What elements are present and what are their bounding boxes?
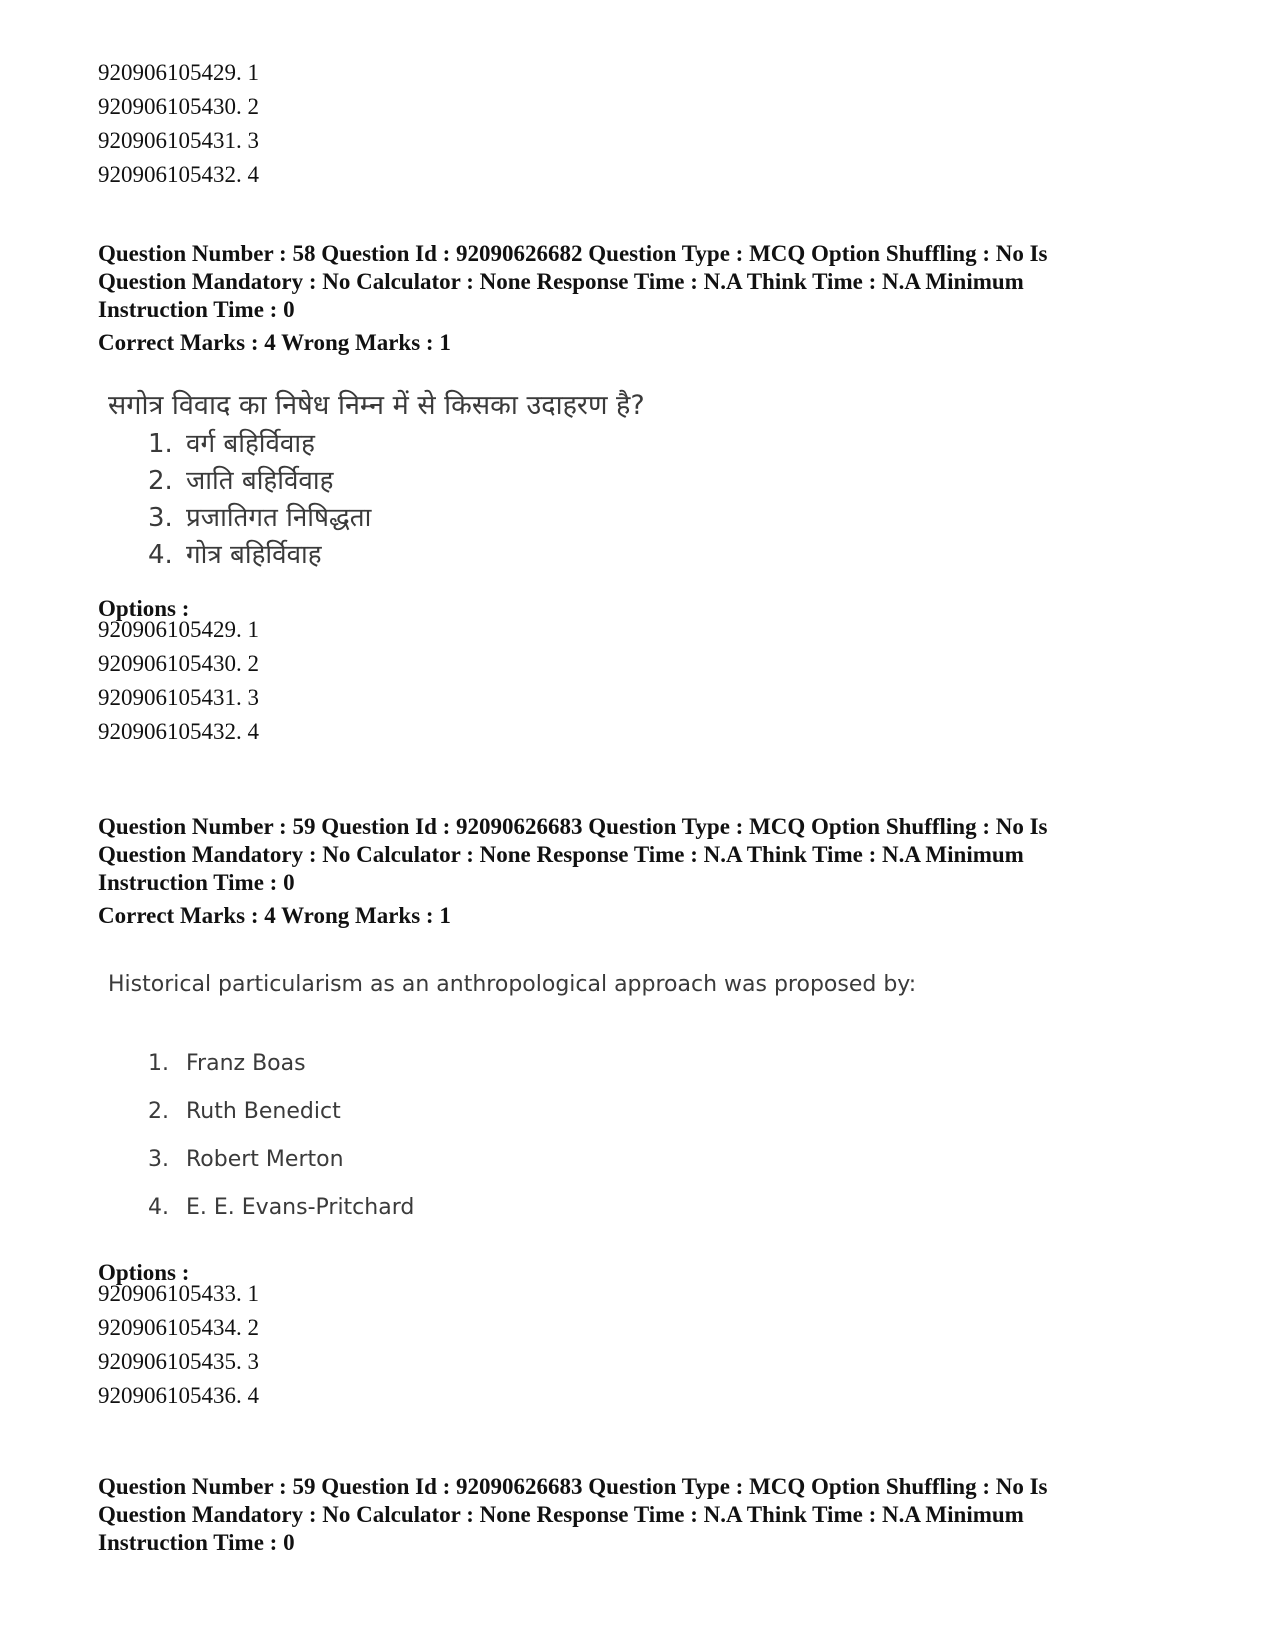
q59-choices: [148, 1040, 916, 1232]
option-line: 920906105430. 2: [98, 651, 259, 676]
q59-choice: [148, 1136, 916, 1184]
choice-text: प्रजातिगत निषिद्धता: [186, 503, 372, 533]
option-line: 920906105431. 3: [98, 685, 259, 710]
option-line: 920906105429. 1: [98, 60, 259, 85]
q58-choice: [148, 463, 645, 500]
choice-number: 3.: [148, 503, 173, 533]
q59-question-stem: Historical particularism as an anthropological approach was proposed by:: [108, 972, 917, 997]
meta-line: Question Number : 59 Question Id : 92090626683 Question Type : MCQ Option Shuffling : No Is: [98, 1474, 1048, 1499]
q58-choice: [148, 537, 645, 574]
choice-number: 2.: [148, 466, 173, 496]
option-line: 920906105433. 1: [98, 1281, 259, 1306]
q59-options-label: Options :: [98, 1260, 190, 1285]
q58-choice: [148, 426, 645, 463]
meta-line: Question Mandatory : No Calculator : None Response Time : N.A Think Time : N.A Minimum: [98, 1502, 1024, 1527]
meta-line: Question Number : 59 Question Id : 92090626683 Question Type : MCQ Option Shuffling : No Is: [98, 814, 1048, 839]
choice-number: 1.: [148, 429, 173, 459]
meta-line: Question Mandatory : No Calculator : None Response Time : N.A Think Time : N.A Minimum: [98, 842, 1024, 867]
choice-text: Franz Boas: [186, 1051, 306, 1076]
top-options-list: [98, 56, 259, 192]
q59-choice: [148, 1184, 916, 1232]
q59-options-list: [98, 1277, 259, 1413]
meta-line: Instruction Time : 0: [98, 870, 295, 895]
option-line: 920906105430. 2: [98, 94, 259, 119]
q58-choices: [148, 426, 645, 574]
option-line: 920906105434. 2: [98, 1315, 259, 1340]
q59-marks: Correct Marks : 4 Wrong Marks : 1: [98, 903, 451, 928]
q59-choice: [148, 1088, 916, 1136]
meta-line: Question Number : 58 Question Id : 92090626682 Question Type : MCQ Option Shuffling : No Is: [98, 241, 1048, 266]
option-line: 920906105429. 1: [98, 617, 259, 642]
choice-text: जाति बहिर्विवाह: [186, 466, 334, 496]
q58-options-list: [98, 613, 259, 749]
q58-meta: [98, 240, 1178, 324]
choice-number: 4.: [148, 1195, 169, 1220]
q59-meta: [98, 813, 1178, 897]
meta-line: Instruction Time : 0: [98, 297, 295, 322]
q58-options-label: Options :: [98, 596, 190, 621]
option-line: 920906105432. 4: [98, 719, 259, 744]
choice-text: Robert Merton: [186, 1147, 344, 1172]
choice-text: Ruth Benedict: [186, 1099, 341, 1124]
choice-text: वर्ग बहिर्विवाह: [186, 429, 315, 459]
q58-question-stem: सगोत्र विवाद का निषेध निम्न में से किसका उदाहरण है?: [108, 390, 645, 421]
q58-question-image: [108, 386, 645, 574]
choice-number: 2.: [148, 1099, 169, 1124]
q58-choice: [148, 500, 645, 537]
q59-choice: [148, 1040, 916, 1088]
choice-text: गोत्र बहिर्विवाह: [186, 540, 322, 570]
option-line: 920906105436. 4: [98, 1383, 259, 1408]
choice-number: 4.: [148, 540, 173, 570]
meta-line: Instruction Time : 0: [98, 1530, 295, 1555]
q58-marks: Correct Marks : 4 Wrong Marks : 1: [98, 330, 451, 355]
choice-text: E. E. Evans-Pritchard: [186, 1195, 415, 1220]
option-line: 920906105432. 4: [98, 162, 259, 187]
meta-line: Question Mandatory : No Calculator : None Response Time : N.A Think Time : N.A Minimum: [98, 269, 1024, 294]
option-line: 920906105435. 3: [98, 1349, 259, 1374]
choice-number: 3.: [148, 1147, 169, 1172]
q59-question-image: [108, 970, 916, 1232]
choice-number: 1.: [148, 1051, 169, 1076]
option-line: 920906105431. 3: [98, 128, 259, 153]
q59-repeat-meta: [98, 1473, 1178, 1557]
